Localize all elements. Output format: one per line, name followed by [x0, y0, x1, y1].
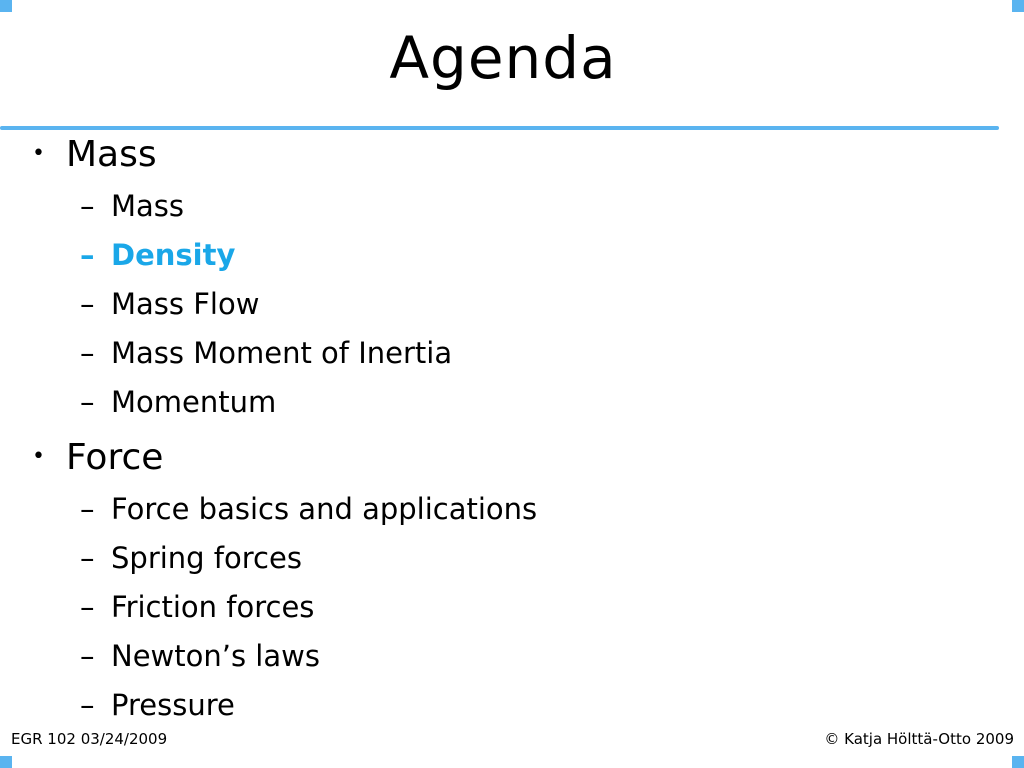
list-item	[80, 589, 314, 625]
item-label: Friction forces	[111, 590, 315, 624]
item-label: Mass	[111, 189, 185, 223]
slide-title: Agenda	[389, 24, 617, 92]
dash-icon: –	[80, 492, 95, 526]
list-item	[80, 687, 235, 723]
dash-icon: –	[80, 336, 95, 370]
dash-icon: –	[80, 590, 95, 624]
list-item	[80, 286, 259, 322]
item-label: Mass Moment of Inertia	[111, 336, 453, 370]
list-item-highlighted	[80, 237, 235, 273]
dash-icon: –	[80, 287, 95, 321]
dash-icon: –	[80, 639, 95, 673]
section-mass	[32, 132, 157, 177]
dash-icon: –	[80, 189, 95, 223]
list-item	[80, 491, 537, 527]
corner-marker-top-left	[0, 0, 12, 12]
item-label: Mass Flow	[111, 287, 260, 321]
bullet-icon: •	[32, 141, 45, 166]
section-force	[32, 435, 163, 480]
list-item	[80, 638, 320, 674]
list-item	[80, 188, 184, 224]
corner-marker-bottom-left	[0, 756, 12, 768]
dash-icon: –	[80, 541, 95, 575]
list-item	[80, 384, 276, 420]
item-label: Spring forces	[111, 541, 302, 575]
item-label: Force basics and applications	[111, 492, 538, 526]
corner-marker-bottom-right	[1012, 756, 1024, 768]
item-label: Density	[111, 238, 236, 272]
title-divider	[0, 126, 999, 130]
item-label: Pressure	[111, 688, 235, 722]
dash-icon: –	[80, 688, 95, 722]
list-item	[80, 540, 302, 576]
footer-copyright: © Katja Hölttä-Otto 2009	[824, 730, 1014, 748]
section-label: Force	[66, 437, 164, 478]
corner-marker-top-right	[1012, 0, 1024, 12]
section-label: Mass	[66, 134, 157, 175]
item-label: Momentum	[111, 385, 277, 419]
footer-course-date: EGR 102 03/24/2009	[11, 730, 168, 748]
list-item	[80, 335, 452, 371]
item-label: Newton’s laws	[111, 639, 320, 673]
bullet-icon: •	[32, 444, 45, 469]
dash-icon: –	[80, 385, 95, 419]
dash-icon: –	[80, 238, 95, 272]
